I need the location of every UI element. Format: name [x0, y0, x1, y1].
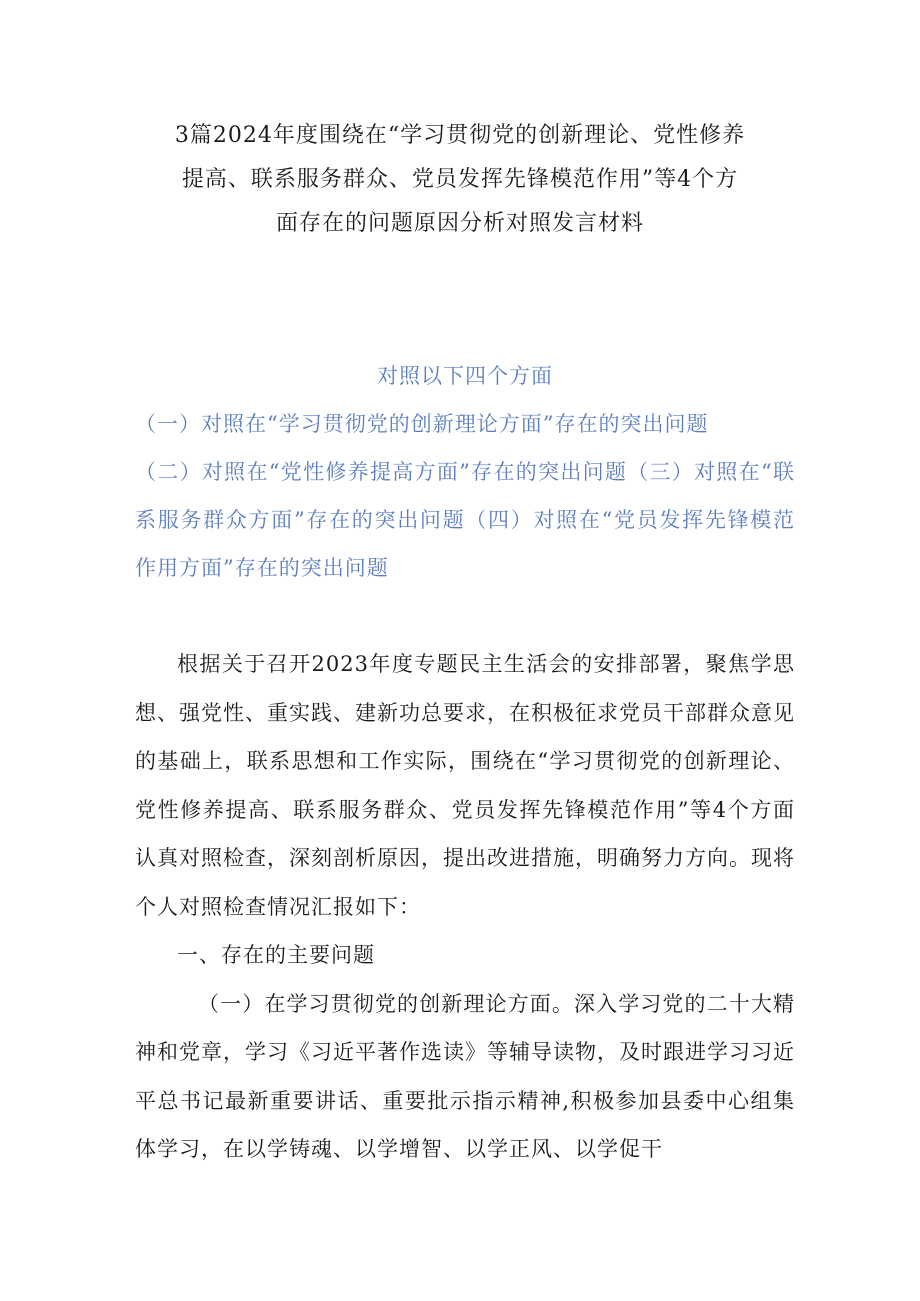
toc-items-2-4[interactable]: （二）对照在“党性修养提高方面”存在的突出问题（三）对照在“联系服务群众方面”存在的突出问题（四）对照在“党员发挥先锋模范作用方面”存在的突出问题	[135, 460, 795, 580]
toc-section	[135, 352, 795, 592]
title-line-3: 面存在的问题原因分析对照发言材料	[275, 211, 644, 236]
toc-heading[interactable]: 对照以下四个方面	[377, 364, 553, 388]
section-1-paragraph-1: （一）在学习贯彻党的创新理论方面。深入学习党的二十大精神和党章，学习《习近平著作选读》等辅导读物，及时跟进学习习近平总书记最新重要讲话、重要批示指示精神,积极参加县委中心组集体学习，在以学铸魂、以学增智、以学正风、以学促干	[135, 991, 795, 1161]
document-title	[120, 114, 800, 246]
title-line-1: 3篇2024年度围绕在“学习贯彻党的创新理论、党性修养	[174, 123, 746, 148]
document-body	[135, 640, 795, 1174]
section-heading-1: 一、存在的主要问题	[177, 943, 375, 967]
title-line-2: 提高、联系服务群众、党员发挥先锋模范作用”等4个方	[181, 167, 739, 192]
intro-paragraph: 根据关于召开2023年度专题民主生活会的安排部署，聚焦学思想、强党性、重实践、建新功总要求，在积极征求党员干部群众意见的基础上，联系思想和工作实际，围绕在“学习贯彻党的创新理论、党性修养提高、联系服务群众、党员发挥先锋模范作用”等4个方面认真对照检查，深刻剖析原因，提出改进措施，明确努力方向。现将个人对照检查情况汇报如下：	[135, 652, 795, 919]
toc-item-1[interactable]: （一）对照在“学习贯彻党的创新理论方面”存在的突出问题	[135, 412, 709, 436]
